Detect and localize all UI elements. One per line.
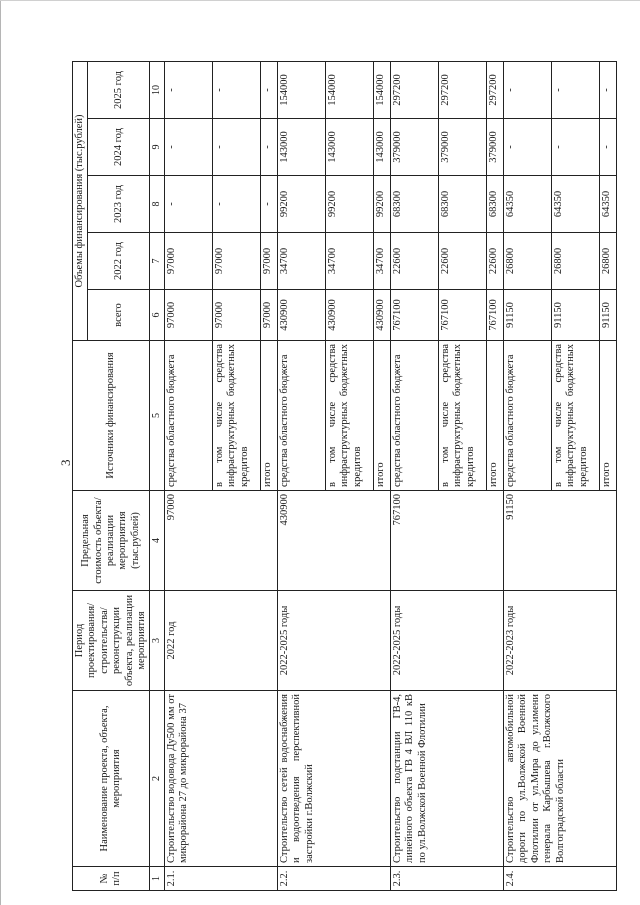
amount-total: 97000 [213,290,261,341]
amount-2025: - [261,61,278,118]
table-row [165,61,213,890]
amount-2024: - [213,119,261,176]
col-number: 6 [150,290,165,341]
amount-2025: 297200 [439,61,487,118]
project-name: Строительство подстанции ГВ-4, линейного объекта ГВ 4 ВЛ 110 кВ по ул.Волжской Военной Флотилии [391,691,504,867]
col-number: 2 [150,691,165,867]
amount-2024: 143000 [326,119,374,176]
scan-edge-top [0,0,640,1]
row-number: 2.3. [391,867,504,891]
row-number: 2.4. [504,867,617,891]
amount-2025: 297200 [487,61,504,118]
amount-2022: 34700 [326,233,374,290]
header-2024: 2024 год [88,119,150,176]
col-number: 5 [150,341,165,491]
col-number: 9 [150,119,165,176]
header-name: Наименование проекта, объекта, мероприятия [73,691,150,867]
amount-2025: - [213,61,261,118]
amount-total: 430900 [326,290,374,341]
amount-2023: - [165,176,213,233]
amount-2023: 64350 [600,176,617,233]
amount-total: 767100 [487,290,504,341]
header-row-1 [73,61,88,890]
amount-2022: 34700 [374,233,391,290]
funding-source: в том числе средства инфраструктурных бюджетных кредитов [439,341,487,491]
header-volumes: Объемы финансирования (тыс.рублей) [73,61,88,340]
amount-2022: 97000 [165,233,213,290]
col-number: 1 [150,867,165,891]
amount-2024: 379000 [391,119,439,176]
project-name: Строительство сетей водоснабжения и водоотведения перспективной застройки г.Волжский [278,691,391,867]
amount-total: 97000 [261,290,278,341]
amount-2024: 379000 [439,119,487,176]
project-period: 2022 год [165,591,278,691]
amount-2024: 143000 [374,119,391,176]
project-period: 2022-2025 годы [391,591,504,691]
amount-2023: 68300 [391,176,439,233]
amount-2024: - [504,119,552,176]
amount-total: 91150 [504,290,552,341]
amount-2024: - [600,119,617,176]
project-period: 2022-2023 годы [504,591,617,691]
amount-2025: - [504,61,552,118]
amount-2025: - [165,61,213,118]
amount-2022: 97000 [261,233,278,290]
funding-source-total: итого [374,341,391,491]
amount-2023: 64350 [552,176,600,233]
amount-2025: - [600,61,617,118]
header-cost: Предельная стоимость объекта/реализации мероприятия (тыс.рублей) [73,491,150,591]
funding-source: средства областного бюджета [504,341,552,491]
project-cost: 97000 [165,491,278,591]
amount-2024: - [261,119,278,176]
amount-total: 91150 [600,290,617,341]
amount-2023: 68300 [487,176,504,233]
project-cost: 91150 [504,491,617,591]
amount-2023: 64350 [504,176,552,233]
amount-2025: 297200 [391,61,439,118]
amount-2022: 22600 [487,233,504,290]
amount-2023: - [261,176,278,233]
amount-2024: 143000 [278,119,326,176]
funding-source-total: итого [600,341,617,491]
header-num: № п/п [73,867,150,891]
col-number: 4 [150,491,165,591]
funding-source: средства областного бюджета [165,341,213,491]
col-number: 8 [150,176,165,233]
funding-source: в том числе средства инфраструктурных бюджетных кредитов [326,341,374,491]
amount-2022: 26800 [504,233,552,290]
amount-2024: 379000 [487,119,504,176]
header-total: всего [88,290,150,341]
table-row [504,61,552,890]
amount-2024: - [165,119,213,176]
funding-source: средства областного бюджета [278,341,326,491]
column-number-row [150,61,165,890]
amount-2022: 97000 [213,233,261,290]
header-sources: Источники финансирования [73,341,150,491]
amount-2022: 26800 [552,233,600,290]
project-name: Строительство автомобильной дороги по ул.Волжской Военной Флотилии от ул.Мира до ул.имени генерала Карбышева г.Волжского Волгоградской области [504,691,617,867]
amount-2023: 99200 [374,176,391,233]
project-name: Строительство водовода Ду500 мм от микрорайона 27 до микрорайона 37 [165,691,278,867]
project-period: 2022-2025 годы [278,591,391,691]
funding-source: в том числе средства инфраструктурных бюджетных кредитов [552,341,600,491]
amount-total: 430900 [278,290,326,341]
table-row [391,61,439,890]
row-number: 2.2. [278,867,391,891]
amount-total: 97000 [165,290,213,341]
amount-total: 767100 [439,290,487,341]
col-number: 3 [150,591,165,691]
project-cost: 767100 [391,491,504,591]
page-number: 3 [58,459,73,466]
table-row [278,61,326,890]
header-2023: 2023 год [88,176,150,233]
scan-edge-left [0,0,1,905]
amount-2022: 26800 [600,233,617,290]
financing-table [72,61,617,891]
amount-2023: 68300 [439,176,487,233]
amount-2024: - [552,119,600,176]
amount-2025: 154000 [326,61,374,118]
funding-source: средства областного бюджета [391,341,439,491]
amount-2025: - [552,61,600,118]
amount-2022: 34700 [278,233,326,290]
project-cost: 430900 [278,491,391,591]
row-number: 2.1. [165,867,278,891]
amount-total: 767100 [391,290,439,341]
amount-total: 430900 [374,290,391,341]
amount-2023: - [213,176,261,233]
amount-2022: 22600 [439,233,487,290]
col-number: 10 [150,61,165,118]
funding-source: в том числе средства инфраструктурных бюджетных кредитов [213,341,261,491]
amount-2023: 99200 [326,176,374,233]
amount-2023: 99200 [278,176,326,233]
amount-2022: 22600 [391,233,439,290]
amount-2025: 154000 [374,61,391,118]
amount-2025: 154000 [278,61,326,118]
header-period: Период проектирования/ строительства/ реконструкции объекта, реализации мероприятия [73,591,150,691]
header-2025: 2025 год [88,61,150,118]
header-2022: 2022 год [88,233,150,290]
rotated-page [10,59,613,901]
col-number: 7 [150,233,165,290]
funding-source-total: итого [261,341,278,491]
funding-source-total: итого [487,341,504,491]
amount-total: 91150 [552,290,600,341]
